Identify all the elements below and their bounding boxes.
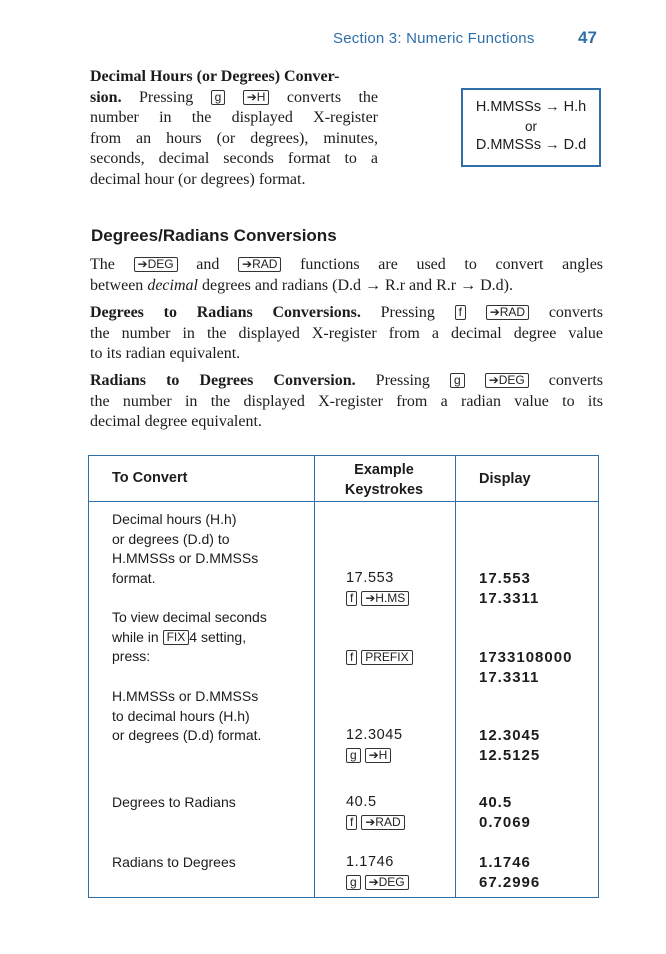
key-f: f: [455, 305, 466, 320]
table-row-4-keystrokes: [346, 793, 405, 832]
key-to-rad: ➔RAD: [238, 257, 281, 272]
text-line: decimal degree equivalent.: [90, 413, 262, 430]
text-line: number in the displayed X-register: [90, 109, 378, 126]
text-emphasis: decimal: [147, 276, 198, 294]
text-fragment: degrees and radians (D.d → R.r and R.r → D.d).: [201, 276, 513, 294]
display-value: 67.2996: [479, 873, 541, 891]
col-header-example-keystrokes: [315, 460, 453, 500]
page-number: 47: [578, 28, 597, 47]
display-value: 12.5125: [479, 746, 541, 764]
text-fragment: Pressing: [380, 304, 435, 321]
text-line: decimal hour (or degrees) format.: [90, 170, 306, 188]
table-row-5-keystrokes: [346, 853, 409, 892]
degrees-radians-intro: [90, 255, 603, 296]
display-value: 1.1746: [479, 854, 531, 871]
display-value: 1733108000: [479, 649, 573, 666]
key-to-rad: ➔RAD: [361, 815, 404, 830]
display-value: 0.7069: [479, 813, 531, 831]
cell-line: or degrees (D.d) format.: [112, 727, 262, 744]
example-value: 1.1746: [346, 854, 394, 870]
text-line: the number in the displayed X-register from a radian value to its: [90, 392, 603, 410]
text-fragment: Pressing: [138, 88, 194, 106]
key-g: g: [346, 748, 361, 763]
text-fragment: Pressing: [375, 372, 430, 389]
key-g: g: [450, 373, 465, 388]
key-f: f: [346, 815, 357, 830]
key-fix: FIX: [163, 630, 190, 645]
cell-line: H.MMSSs or D.MMSSs: [112, 550, 259, 567]
box-line-1: H.MMSSs → H.h: [475, 99, 587, 115]
cell-line: To view decimal seconds: [112, 609, 267, 625]
display-value: 12.3045: [479, 727, 541, 744]
text-fragment: converts: [548, 372, 603, 389]
text-fragment: converts the: [286, 88, 379, 106]
key-g: g: [211, 90, 226, 105]
key-f: f: [346, 650, 357, 665]
key-to-h: ➔H: [243, 90, 270, 105]
display-value: 17.3311: [479, 668, 540, 686]
col-header-line: Example: [354, 462, 414, 478]
cell-line: to decimal hours (H.h): [112, 707, 250, 724]
table-row-4-display: [479, 793, 531, 832]
section-title: Section 3: Numeric Functions: [333, 30, 535, 47]
table-row-2-display: [479, 648, 572, 687]
key-to-rad: ➔RAD: [486, 305, 529, 320]
degrees-radians-heading: Degrees/Radians Conversions: [91, 226, 337, 245]
cell-line: H.MMSSs or D.MMSSs: [112, 688, 259, 704]
text-fragment: functions are used to convert angles: [300, 256, 604, 273]
key-f: f: [346, 591, 357, 606]
col-header-display: Display: [479, 471, 531, 487]
text-fragment: converts: [548, 304, 604, 321]
table-row-2-description: [112, 608, 267, 667]
table-row-1-display: [479, 569, 539, 608]
radians-to-degrees-paragraph: [90, 371, 603, 433]
key-to-deg: ➔DEG: [365, 875, 409, 890]
text-fragment: between: [90, 276, 144, 294]
cell-line: Decimal hours (H.h): [112, 511, 237, 527]
text-fragment: and: [196, 256, 220, 273]
table-row-1-description: [112, 510, 258, 588]
box-line-2: or: [524, 119, 537, 134]
table-row-2-keystrokes: [346, 648, 413, 668]
col-header-to-convert: To Convert: [112, 470, 188, 486]
text-line: from an hours (or degrees), minutes,: [90, 129, 378, 147]
text-line: to its radian equivalent.: [90, 345, 241, 362]
example-value: 17.553: [346, 570, 394, 586]
decimal-hours-heading-cont: sion.: [90, 88, 122, 106]
box-line-3: D.MMSSs → D.d: [475, 137, 587, 153]
cell-fragment: 4 setting,: [189, 628, 247, 645]
display-value: 17.3311: [479, 589, 540, 607]
key-to-hms: ➔H.MS: [361, 591, 409, 606]
r2d-heading: Radians to Degrees Conversion.: [90, 372, 356, 389]
key-g: g: [346, 875, 361, 890]
degrees-to-radians-paragraph: [90, 303, 603, 365]
example-value: 12.3045: [346, 727, 403, 743]
text-line: the number in the displayed X-register from a decimal degree value: [90, 324, 603, 342]
key-to-deg: ➔DEG: [134, 257, 178, 272]
table-header-divider: [88, 501, 599, 502]
table-row-1-keystrokes: [346, 569, 409, 608]
d2r-heading: Degrees to Radians Conversions.: [90, 304, 361, 321]
cell-line: press:: [112, 648, 151, 665]
key-prefix: PREFIX: [361, 650, 412, 665]
table-row-5-display: [479, 853, 540, 892]
decimal-hours-heading: Decimal Hours (or Degrees) Conver-: [90, 68, 340, 85]
table-row-3-description: [112, 687, 261, 746]
text-line: seconds, decimal seconds format to a: [90, 150, 378, 167]
table-row-4-description: Degrees to Radians: [112, 794, 236, 810]
display-value: 17.553: [479, 570, 531, 587]
table-divider: [314, 455, 315, 898]
cell-line: or degrees (D.d) to: [112, 530, 230, 547]
conversion-format-box: [461, 88, 601, 167]
table-row-3-keystrokes: [346, 726, 403, 765]
display-value: 40.5: [479, 794, 513, 811]
decimal-hours-paragraph: [90, 67, 378, 190]
key-to-deg: ➔DEG: [485, 373, 529, 388]
col-header-line: Keystrokes: [344, 482, 424, 498]
text-fragment: The: [90, 256, 115, 273]
key-to-h: ➔H: [365, 748, 392, 763]
example-value: 40.5: [346, 794, 377, 810]
table-divider: [455, 455, 456, 898]
cell-line: format.: [112, 569, 156, 586]
table-row-3-display: [479, 726, 540, 765]
table-row-5-description: Radians to Degrees: [112, 854, 236, 870]
cell-fragment: while in: [112, 628, 159, 645]
